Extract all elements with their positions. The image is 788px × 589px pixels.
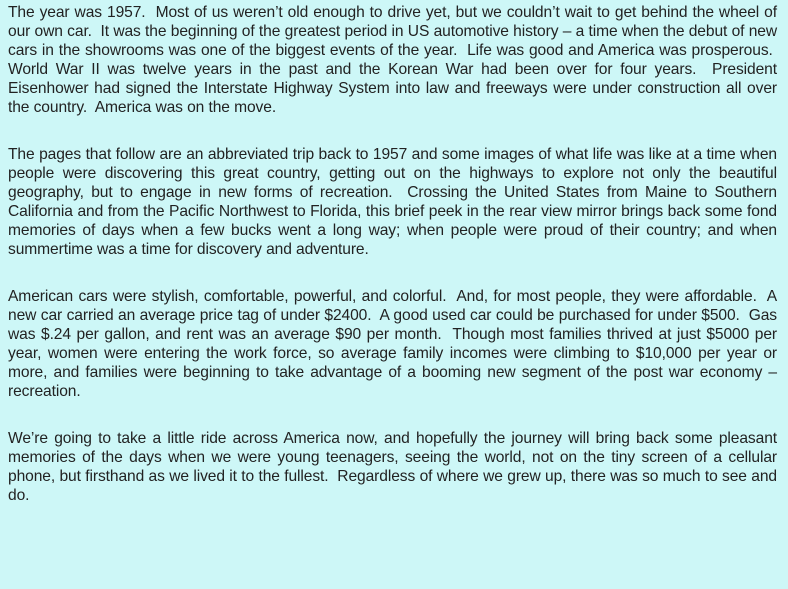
- paragraph-american-cars-prices: American cars were stylish, comfortable, powerful, and colorful. And, for most people, they were affordable. A new car carried an average price tag of under $2400. A good used car could be purchased for under $500. Gas was $.24 per gallon, and rent was an average $90 per month. Though most families thrived at just $5000 per year, women were entering the work force, so average family incomes were climbing to $10,000 per year or more, and families were beginning to take advantage of a booming new segment of the post war economy – recreation.: [8, 288, 777, 400]
- paragraph-ride-across-america: We’re going to take a little ride across America now, and hopefully the journey will bring back some pleasant memories of the days when we were young teenagers, seeing the world, not on the tiny screen of a cellular phone, but firsthand as we lived it to the fullest. Regardless of where we grew up, there was so much to see and do.: [8, 430, 777, 504]
- paragraph-trip-back-to-1957: The pages that follow are an abbreviated trip back to 1957 and some images of what life was like at a time when people were discovering this great country, getting out on the highways to explore not only the beautiful geography, but to engage in new forms of recreation. Crossing the United States from Maine to Southern California and from the Pacific Northwest to Florida, this brief peek in the rear view mirror brings back some fond memories of days when a few bucks went a long way; when people were proud of their country; and when summertime was a time for discovery and adventure.: [8, 146, 777, 258]
- paragraph-year-1957: The year was 1957. Most of us weren’t old enough to drive yet, but we couldn’t wait to get behind the wheel of our own car. It was the beginning of the greatest period in US automotive history – a time when the debut of new cars in the showrooms was one of the biggest events of the year. Life was good and America was prosperous. World War II was twelve years in the past and the Korean War had been over for four years. President Eisenhower had signed the Interstate Highway System into law and freeways were under construction all over the country. America was on the move.: [8, 4, 777, 116]
